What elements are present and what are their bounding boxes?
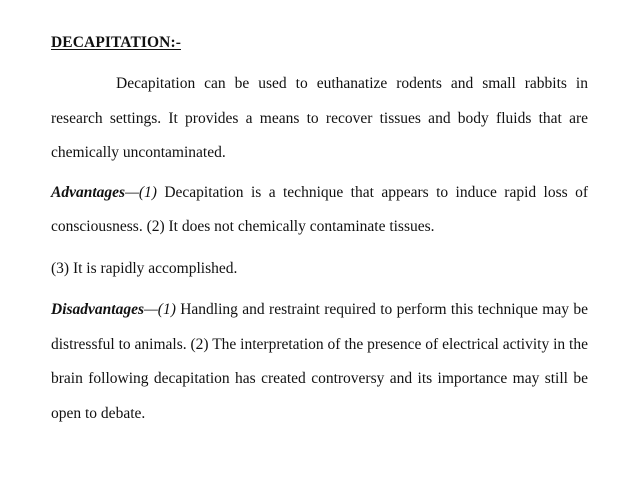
body-text (51, 67, 588, 438)
disadvantages-paragraph (51, 293, 588, 431)
advantages-lead: —(1) (125, 183, 157, 201)
intro-paragraph: Decapitation can be used to euthanatize rodents and small rabbits in research settings. It provides a means to recover tissues and body fluids that are chemically uncontaminated. (51, 75, 588, 161)
advantages-label: Advantages (51, 183, 126, 201)
disadvantages-text: Handling and restraint required to perform this technique may be distressful to animals. (2) The interpretation of the presence of electrical activity in the brain following decapitation has created controversy and its importance may still be open to debate. (51, 301, 588, 422)
advantages-text: Decapitation is a technique that appears to induce rapid loss of consciousness. (2) It does not chemically contaminate tissues. (51, 183, 588, 235)
advantages-paragraph (51, 176, 588, 245)
disadvantages-label: Disadvantages (51, 301, 144, 318)
disadvantages-lead: —(1) (144, 301, 176, 318)
section-heading: DECAPITATION:- (51, 34, 181, 51)
advantage-point-3: (3) It is rapidly accomplished. (51, 259, 238, 277)
